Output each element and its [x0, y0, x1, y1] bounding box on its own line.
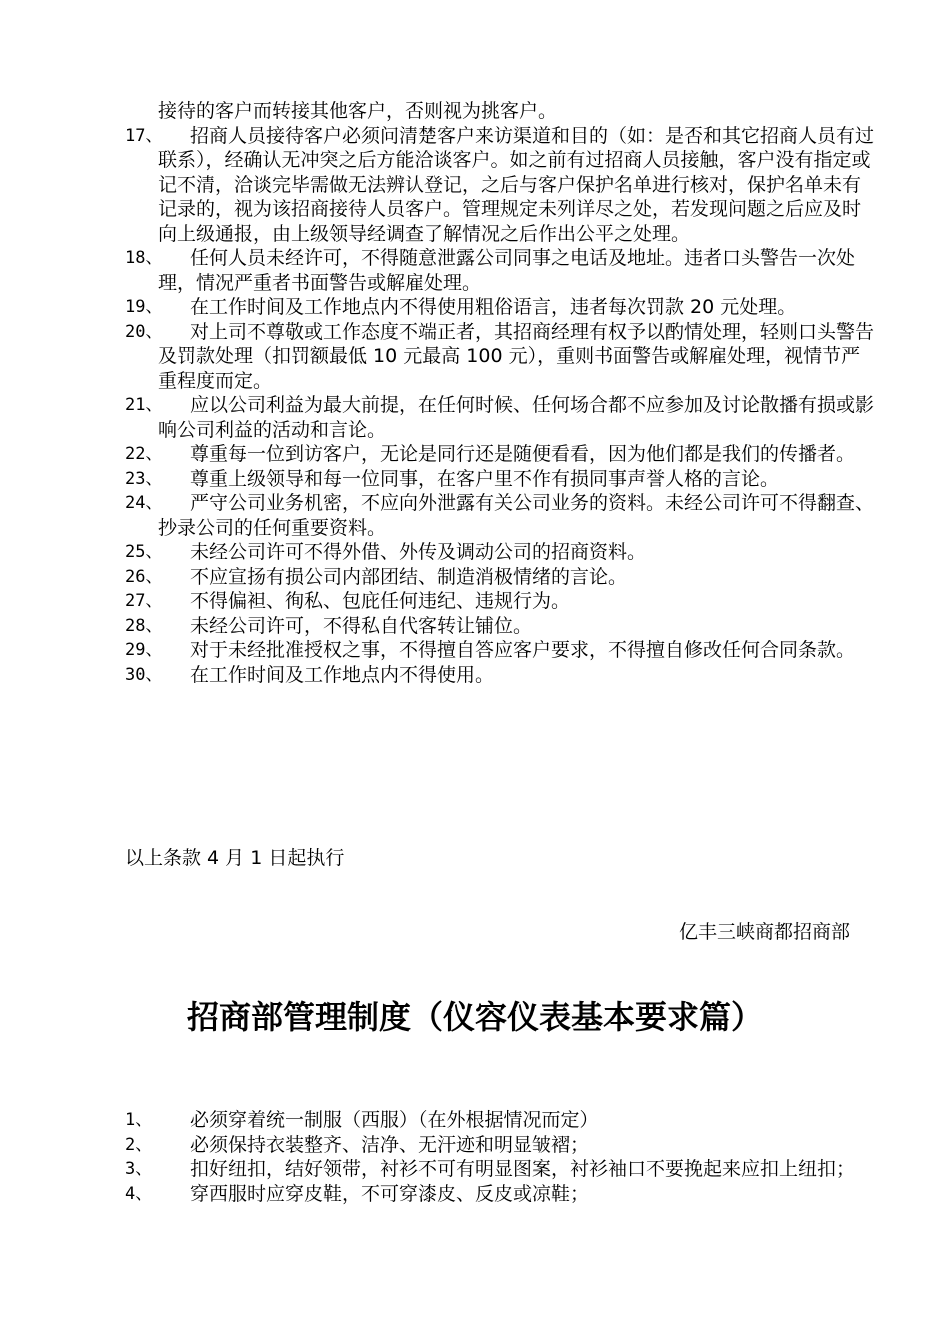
item-number: 1、: [125, 1110, 153, 1130]
list-item: [0, 467, 950, 492]
list-item: [0, 638, 950, 663]
item-number: 17、: [125, 125, 163, 146]
item-text: 不应宣扬有损公司内部团结、制造消极情绪的言论。: [190, 565, 628, 588]
section-title: 招商部管理制度（仪容仪表基本要求篇）: [186, 998, 763, 1036]
rules-list-appearance: [0, 1108, 950, 1206]
item-text: 招商人员接待客户必须问清楚客户来访渠道和目的（如：是否和其它招商人员有过联系），经确认无冲突之后方能洽谈客户。如之前有过招商人员接触，客户没有指定或记不清，洽谈完毕需做无法辨认登记，之后与客户保护名单进行核对，保护名单未有记录的，视为该招商接待人员客户。管理规定未列详尽之处，若发现问题之后应及时向上级通报，由上级领导经调查了解情况之后作出公平之处理。: [158, 124, 875, 245]
effective-date-note: 以上条款 4 月 1 日起执行: [125, 847, 345, 869]
list-item: [0, 442, 950, 467]
rules-list-conduct: [0, 99, 950, 687]
item-text: 尊重上级领导和每一位同事，在客户里不作有损同事声誉人格的言论。: [190, 467, 780, 490]
item-number: 26、: [125, 566, 163, 587]
list-item: [0, 246, 950, 295]
item-text: 在工作时间及工作地点内不得使用。: [190, 663, 495, 686]
item-text: 在工作时间及工作地点内不得使用粗俗语言，违者每次罚款 20 元处理。: [190, 296, 797, 318]
list-item: [0, 295, 950, 320]
item-number: 19、: [125, 297, 163, 317]
item-text: 未经公司许可，不得私自代客转让铺位。: [190, 614, 533, 637]
item-text: 应以公司利益为最大前提，在任何时候、任何场合都不应参加及讨论散播有损或影响公司利益的活动和言论。: [158, 394, 875, 441]
item-text: 接待的客户而转接其他客户，否则视为挑客户。: [158, 100, 558, 122]
item-text: 不得偏袒、徇私、包庇任何违纪、违规行为。: [190, 590, 571, 612]
item-number: 3、: [125, 1159, 153, 1179]
list-item: [0, 124, 950, 247]
item-number: 18、: [125, 248, 163, 268]
item-text: 对上司不尊敬或工作态度不端正者，其招商经理有权予以酌情处理，轻则口头警告及罚款处理（扣罚额最低 10 元最高 100 元），重则书面警告或解雇处理，视情节严重程度而定。: [158, 320, 875, 392]
item-text: 必须保持衣装整齐、洁净、无汗迹和明显皱褶；: [190, 1133, 590, 1156]
list-item: [0, 589, 950, 614]
item-text: 严守公司业务机密，不应向外泄露有关公司业务的资料。未经公司许可不得翻查、抄录公司的任何重要资料。: [158, 492, 875, 539]
list-item: [0, 614, 950, 639]
list-item: [0, 663, 950, 688]
item-number: 25、: [125, 542, 163, 562]
item-text: 尊重每一位到访客户，无论是同行还是随便看看，因为他们都是我们的传播者。: [190, 443, 856, 465]
list-item: [0, 1157, 950, 1182]
list-item: [0, 1108, 950, 1133]
item-number: 22、: [125, 444, 163, 464]
item-text: 穿西服时应穿皮鞋，不可穿漆皮、反皮或凉鞋；: [190, 1182, 590, 1205]
item-number: 24、: [125, 493, 163, 513]
item-number: 27、: [125, 591, 163, 611]
list-item: [0, 99, 950, 124]
item-number: 30、: [125, 664, 163, 685]
item-text: 任何人员未经许可，不得随意泄露公司同事之电话及地址。违者口头警告一次处理，情况严重者书面警告或解雇处理。: [158, 247, 856, 294]
list-item: [0, 393, 950, 442]
item-number: 23、: [125, 468, 163, 489]
list-item: [0, 565, 950, 590]
list-item: [0, 320, 950, 394]
list-item: [0, 1182, 950, 1207]
item-text: 必须穿着统一制服（西服）（在外根据情况而定）: [190, 1109, 599, 1131]
item-text: 扣好纽扣，结好领带，衬衫不可有明显图案，衬衫袖口不要挽起来应扣上纽扣；: [190, 1158, 856, 1180]
item-number: 2、: [125, 1134, 153, 1155]
item-number: 29、: [125, 640, 163, 660]
list-item: [0, 491, 950, 540]
list-item: [0, 540, 950, 565]
item-text: 对于未经批准授权之事，不得擅自答应客户要求，不得擅自修改任何合同条款。: [190, 639, 856, 661]
item-text: 未经公司许可不得外借、外传及调动公司的招商资料。: [190, 541, 647, 563]
list-item: [0, 1133, 950, 1158]
item-number: 20、: [125, 321, 163, 342]
item-number: 28、: [125, 615, 163, 636]
department-signature: 亿丰三峡商都招商部: [678, 921, 850, 943]
item-number: 4、: [125, 1183, 153, 1204]
item-number: 21、: [125, 395, 163, 415]
